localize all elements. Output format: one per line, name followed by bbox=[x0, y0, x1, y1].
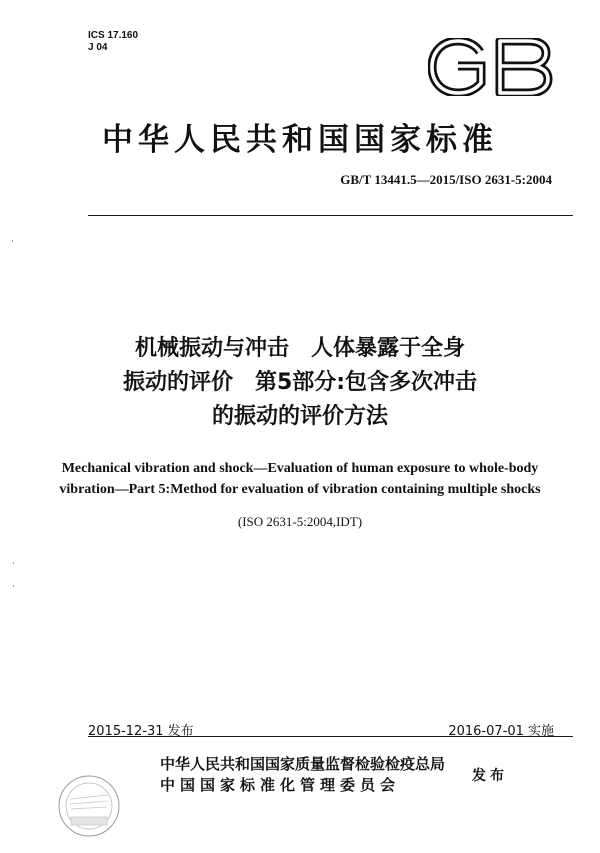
bottom-divider bbox=[88, 736, 573, 737]
issuer-line-1: 中华人民共和国国家质量监督检验检疫总局 bbox=[160, 755, 446, 773]
scan-speck bbox=[12, 240, 13, 242]
iso-equivalence: (ISO 2631-5:2004,IDT) bbox=[237, 514, 363, 529]
gb-logo-icon bbox=[428, 38, 554, 96]
issued-label: 发布 bbox=[472, 768, 508, 784]
chinese-title bbox=[0, 332, 600, 434]
chinese-title-line-3: 的振动的评价方法 bbox=[211, 404, 388, 429]
issuer-line-2: 中国国家标准化管理委员会 bbox=[160, 776, 401, 794]
english-title-line-1: Mechanical vibration and shock—Evaluation of human exposure to whole-body bbox=[61, 461, 539, 476]
scan-speck bbox=[13, 585, 14, 587]
chinese-title-line-2: 振动的评价 第5部分:包含多次冲击 bbox=[122, 370, 478, 395]
english-title-line-2: vibration—Part 5:Method for evaluation of vibration containing multiple shocks bbox=[59, 482, 541, 497]
issuing-body-title: 中华人民共和国国家标准 bbox=[102, 122, 498, 158]
standard-number: GB/T 13441.5—2015/ISO 2631-5:2004 bbox=[340, 172, 552, 187]
implementation-date: 2016-07-01 实施 bbox=[448, 724, 554, 739]
issuing-authorities bbox=[160, 754, 445, 796]
ics-code: ICS 17.160 bbox=[88, 30, 139, 41]
scan-speck bbox=[13, 562, 14, 564]
top-divider bbox=[88, 215, 573, 216]
library-stamp-icon bbox=[56, 773, 122, 839]
classification-codes bbox=[88, 30, 138, 54]
english-title bbox=[0, 458, 600, 500]
chinese-title-line-1: 机械振动与冲击 人体暴露于全身 bbox=[134, 336, 465, 361]
publication-date: 2015-12-31 发布 bbox=[88, 724, 194, 739]
ccs-code: J 04 bbox=[88, 42, 108, 53]
